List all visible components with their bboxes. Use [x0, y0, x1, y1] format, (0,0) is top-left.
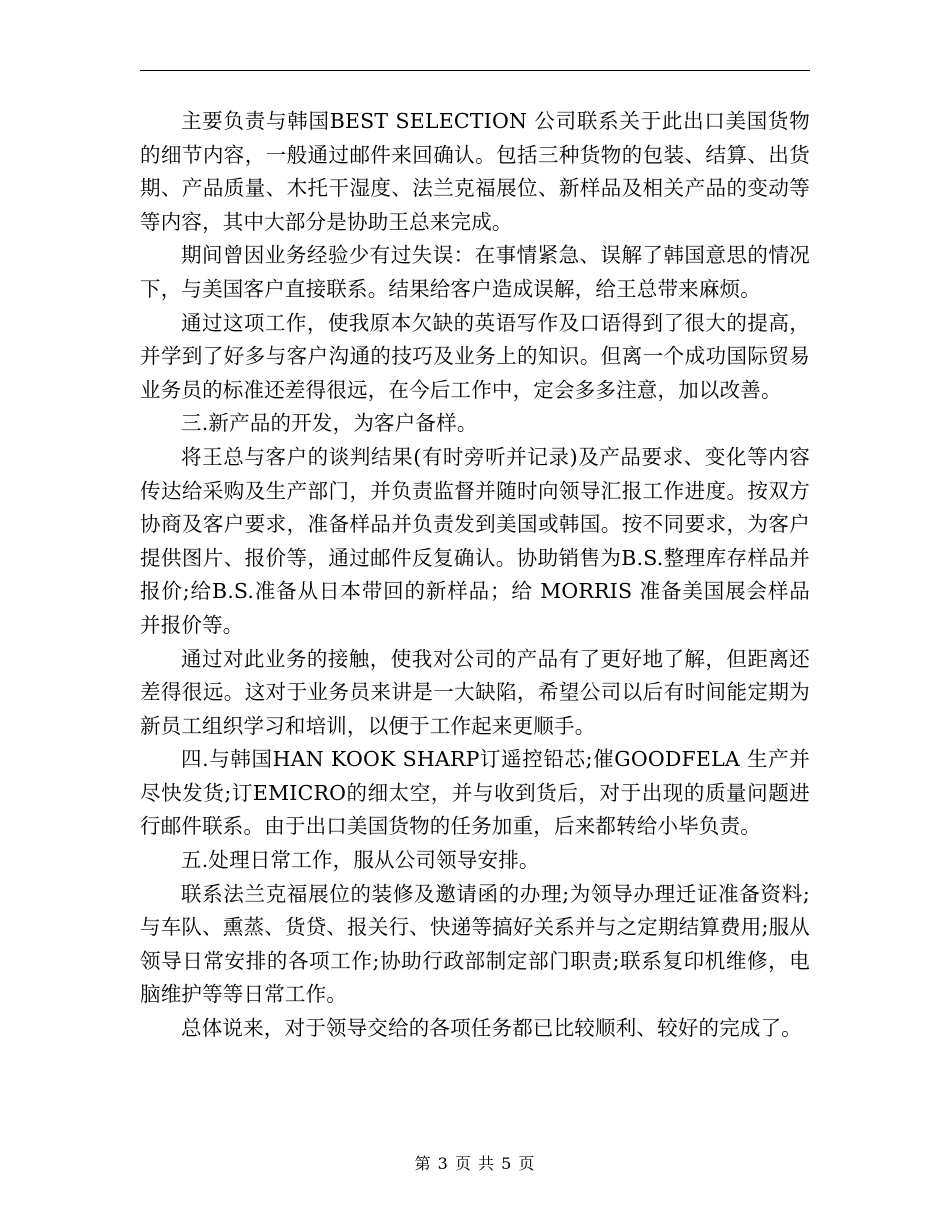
- section-heading: 五.处理日常工作，服从公司领导安排。: [181, 848, 540, 873]
- paragraph: 主要负责与韩国BEST SELECTION 公司联系关于此出口美国货物的细节内容，一般通过邮件来回确认。包括三种货物的包装、结算、出货期、产品质量、木托干湿度、法兰克福展位、新样品及相关产品的变动等等内容，其中大部分是协助王总来完成。: [140, 109, 810, 234]
- header-rule: [140, 70, 810, 71]
- section-heading: 三.新产品的开发，为客户备样。: [181, 411, 478, 436]
- page-number: 第 3 页 共 5 页: [414, 1154, 536, 1173]
- document-body: [140, 105, 810, 1046]
- paragraph: 将王总与客户的谈判结果(有时旁听并记录)及产品要求、变化等内容传达给采购及生产部门，并负责监督并随时向领导汇报工作进度。按双方协商及客户要求，准备样品并负责发到美国或韩国。按不同要求，为客户提供图片、报价等，通过邮件反复确认。协助销售为B.S.整理库存样品并报价;给B.S.准备从日本带回的新样品；给 MORRIS 准备美国展会样品并报价等。: [140, 444, 810, 637]
- paragraph: 总体说来，对于领导交给的各项任务都已比较顺利、较好的完成了。: [181, 1016, 802, 1041]
- paragraph: 联系法兰克福展位的装修及邀请函的办理;为领导办理迁证准备资料;与车队、熏蒸、货贷、报关行、快递等搞好关系并与之定期结算费用;服从领导日常安排的各项工作;协助行政部制定部门职责;联系复印机维修，电脑维护等等日常工作。: [140, 881, 810, 1007]
- paragraph: 通过对此业务的接触，使我对公司的产品有了更好地了解，但距离还差得很远。这对于业务员来讲是一大缺陷，希望公司以后有时间能定期为新员工组织学习和培训，以便于工作起来更顺手。: [140, 646, 810, 738]
- paragraph: 期间曾因业务经验少有过失误：在事情紧急、误解了韩国意思的情况下，与美国客户直接联系。结果给客户造成误解，给王总带来麻烦。: [140, 243, 810, 301]
- section-heading: 四.与韩国HAN KOOK SHARP订遥控铅芯;催GOODFELA 生产并尽快发货;订EMICRO的细太空，并与收到货后，对于出现的质量问题进行邮件联系。由于出口美国货物的任务加重，后来都转给小毕负责。: [140, 747, 810, 839]
- paragraph: 通过这项工作，使我原本欠缺的英语写作及口语得到了很大的提高，并学到了好多与客户沟通的技巧及业务上的知识。但离一个成功国际贸易业务员的标准还差得很远，在今后工作中，定会多多注意，加以改善。: [140, 310, 810, 402]
